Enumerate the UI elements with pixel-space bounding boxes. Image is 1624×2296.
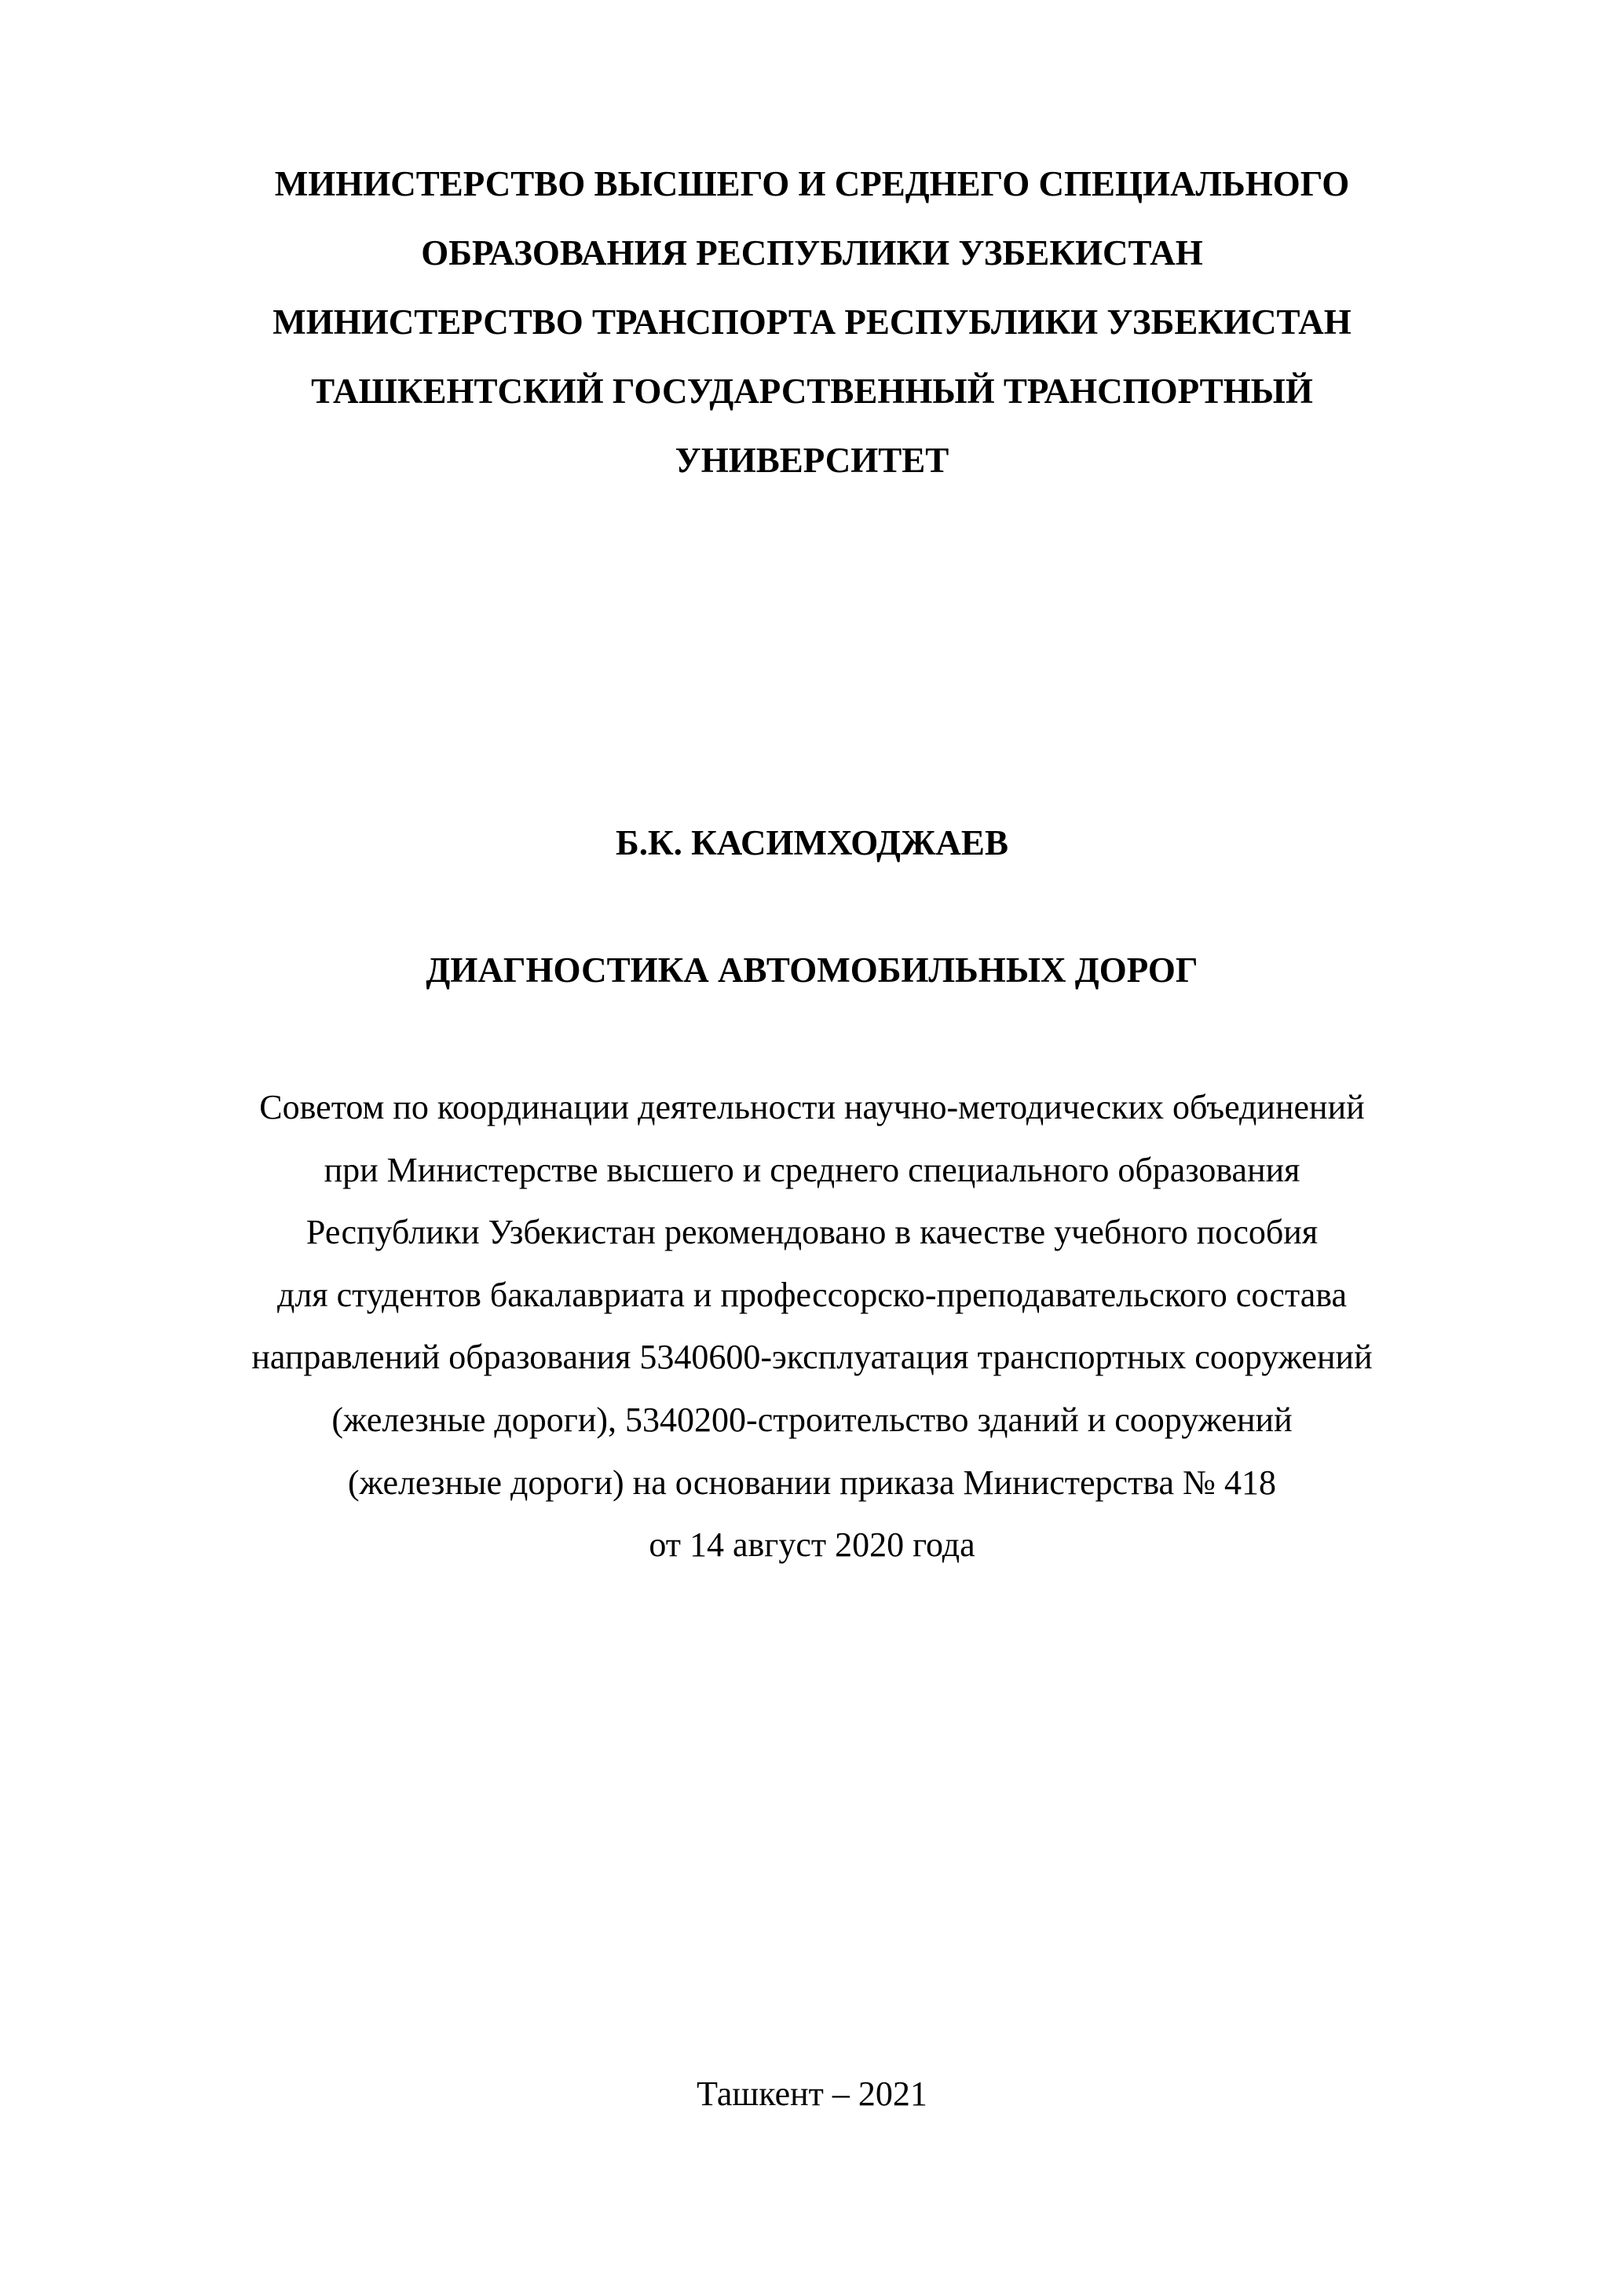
author-name: Б.К. КАСИМХОДЖАЕВ bbox=[616, 823, 1008, 862]
recommendation-line: (железные дороги), 5340200-строительство зданий и сооружений bbox=[331, 1400, 1293, 1439]
book-title: ДИАГНОСТИКА АВТОМОБИЛЬНЫХ ДОРОГ bbox=[426, 950, 1198, 990]
recommendation-line: (железные дороги) на основании приказа Министерства № 418 bbox=[347, 1463, 1277, 1502]
header-line: МИНИСТЕРСТВО ВЫСШЕГО И СРЕДНЕГО СПЕЦИАЛЬНОГО bbox=[274, 164, 1350, 203]
city-year: Ташкент – 2021 bbox=[697, 2074, 927, 2113]
recommendation-line: Республики Узбекистан рекомендовано в качестве учебного пособия bbox=[305, 1213, 1319, 1252]
header-line: ОБРАЗОВАНИЯ РЕСПУБЛИКИ УЗБЕКИСТАН bbox=[421, 233, 1203, 273]
header-line: ТАШКЕНТСКИЙ ГОСУДАРСТВЕННЫЙ ТРАНСПОРТНЫЙ bbox=[311, 372, 1313, 411]
header-line: УНИВЕРСИТЕТ bbox=[675, 441, 949, 480]
recommendation-line: Советом по координации деятельности научно-методических объединений bbox=[259, 1088, 1365, 1126]
recommendation-line: для студентов бакалавриата и профессорско-преподавательского состава bbox=[277, 1275, 1347, 1314]
recommendation-line: от 14 август 2020 года bbox=[649, 1525, 975, 1565]
header-line: МИНИСТЕРСТВО ТРАНСПОРТА РЕСПУБЛИКИ УЗБЕКИСТАН bbox=[272, 302, 1352, 342]
recommendation-text bbox=[0, 1076, 1624, 1576]
recommendation-line: направлений образования 5340600-эксплуатация транспортных сооружений bbox=[251, 1338, 1373, 1377]
institution-header bbox=[0, 149, 1624, 495]
recommendation-line: при Министерстве высшего и среднего специального образования bbox=[324, 1150, 1300, 1189]
